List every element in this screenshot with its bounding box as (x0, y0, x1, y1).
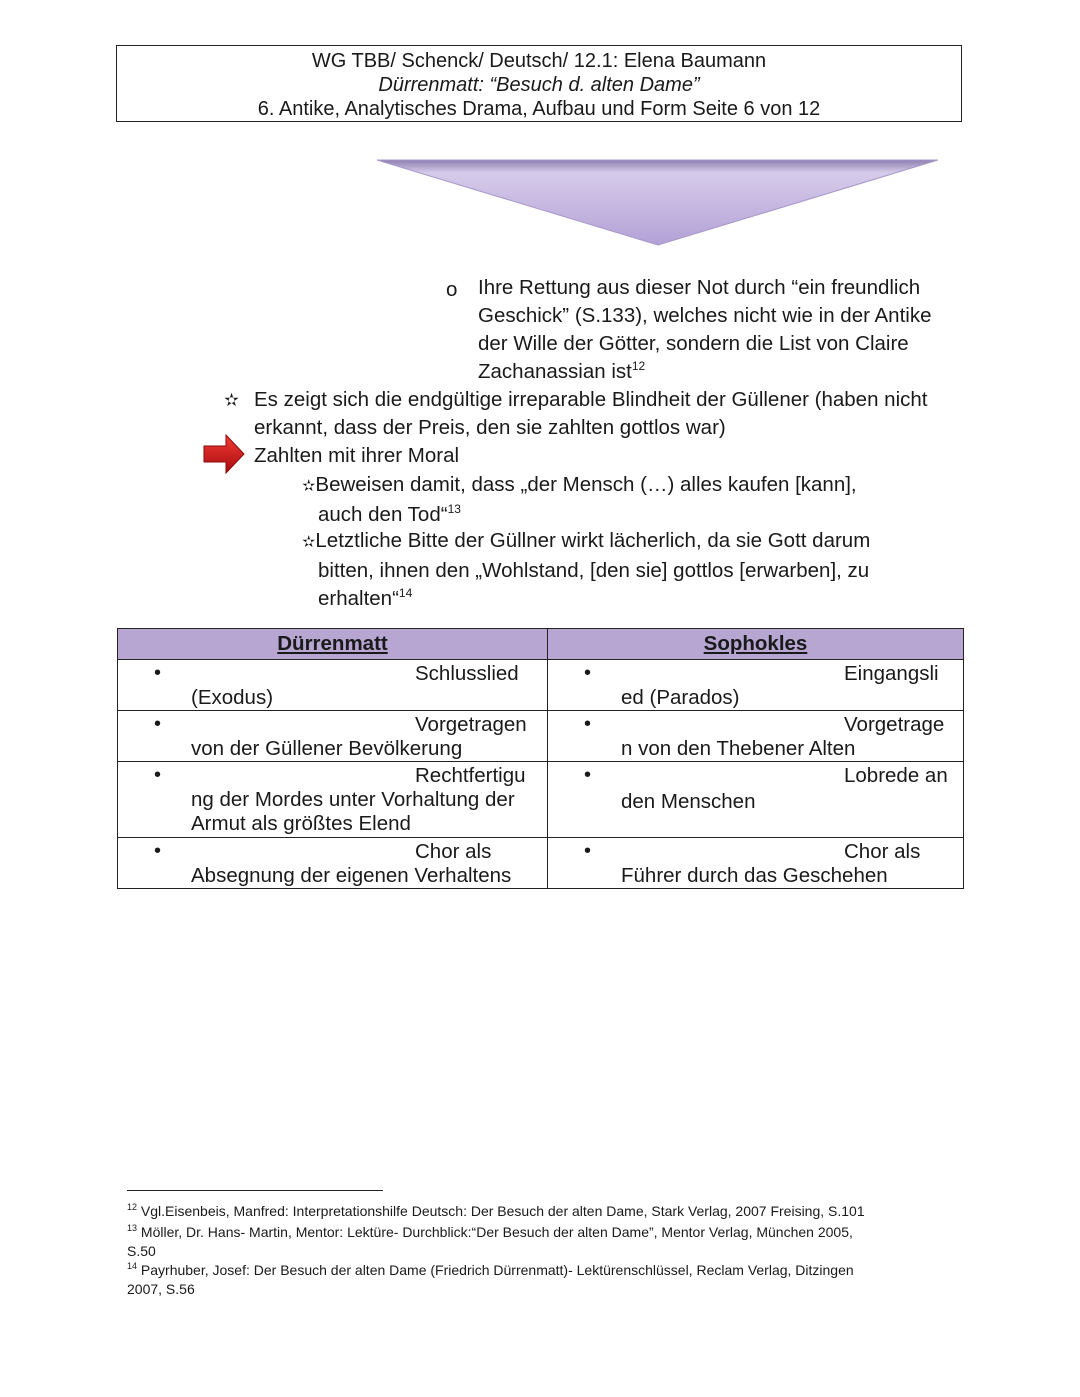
cell-body-text: Absegnung der eigenen Verhaltens (191, 864, 512, 887)
star-point-line: Es zeigt sich die endgültige irreparable Blindheit der Güllener (haben nicht (254, 388, 928, 411)
sub-star-line: auch den Tod“ (318, 503, 448, 526)
cell-top-text: Eingangsli (844, 662, 939, 685)
bullet: • (584, 713, 592, 735)
table-row (118, 660, 964, 711)
footnote-continuation: S.50 (127, 1243, 156, 1259)
header-line-3: 6. Antike, Analytisches Drama, Aufbau und Form Seite 6 von 12 (257, 98, 821, 120)
footnote-ref: 14 (398, 586, 413, 600)
table-cell (118, 762, 548, 838)
footnote-ref: 12 (631, 359, 646, 373)
cell-body-text: (Exodus) (191, 686, 274, 709)
cell-body-text: n von den Thebener Alten (621, 737, 856, 760)
star-point-text (254, 386, 974, 470)
table-cell (118, 838, 548, 889)
document-header (116, 45, 962, 122)
footnote-number: 14 (127, 1261, 138, 1271)
footnote (127, 1261, 947, 1280)
footnote-text: Vgl.Eisenbeis, Manfred: Interpretationshilfe Deutsch: Der Besuch der alten Dame, Stark Verlag, 2007 Freising, S.101 (140, 1203, 865, 1219)
cell-body-text: Führer durch das Geschehen (621, 864, 888, 887)
sub-bullet-line: Geschick” (S.133), welches nicht wie in der Antike (478, 304, 932, 327)
cell-body-line: ng der Mordes unter Vorhaltung der (191, 788, 515, 811)
column-header-sophokles: Sophokles (548, 629, 964, 660)
star-point-line: erkannt, dass der Preis, den sie zahlten gottlos war) (254, 416, 726, 439)
table-cell (548, 711, 964, 762)
footnote-number: 12 (127, 1202, 138, 1212)
cell-top-text: Chor als (844, 840, 921, 863)
bullet: • (154, 713, 162, 735)
footnote (127, 1202, 947, 1221)
bullet: • (154, 840, 162, 862)
footnote-text: Möller, Dr. Hans- Martin, Mentor: Lektüre- Durchblick:“Der Besuch der alten Dame”, Mentor Verlag, München 2005, (140, 1224, 853, 1240)
star-icon: ✫ (302, 534, 316, 551)
cell-top-text: Chor als (415, 840, 492, 863)
bullet: • (154, 764, 162, 786)
cell-body-text: von der Güllener Bevölkerung (191, 737, 463, 760)
cell-top-text: Vorgetrage (844, 713, 945, 736)
bullet: • (154, 662, 162, 684)
column-header-duerrenmatt: Dürrenmatt (118, 629, 548, 660)
sub-bullet-line: Zachanassian ist$^{12}$ (478, 359, 646, 383)
footnote-number: 13 (127, 1223, 138, 1233)
footnotes (127, 1202, 947, 1299)
comparison-table (117, 628, 964, 889)
star-point-line: Zahlten mit ihrer Moral (254, 444, 460, 467)
sub-star-line: Beweisen damit, dass „der Mensch (…) alles kaufen [kann], (315, 473, 857, 496)
cell-top-text: Rechtfertigu (415, 764, 526, 787)
sub-star-line: erhalten“ (318, 587, 399, 610)
footnote-continuation: 2007, S.56 (127, 1281, 195, 1297)
cell-body-text: ed (Parados) (621, 686, 740, 709)
header-line-1: WG TBB/ Schenck/ Deutsch/ 12.1: Elena Baumann (311, 50, 767, 72)
sub-star-line: bitten, ihnen den „Wohlstand, [den sie] gottlos [erwarben], zu (318, 559, 870, 582)
sub-bullet-line: Ihre Rettung aus dieser Not durch “ein freundlich (478, 276, 921, 299)
footnote (127, 1223, 947, 1242)
table-row (118, 762, 964, 838)
cell-top-text: Vorgetragen (415, 713, 527, 736)
header-line-2: Dürrenmatt: “Besuch d. alten Dame” (378, 74, 700, 96)
sub-star-line: Letztliche Bitte der Güllner wirkt lächerlich, da sie Gott darum (315, 529, 871, 552)
table-cell (118, 711, 548, 762)
table-cell (118, 660, 548, 711)
bullet: • (584, 662, 592, 684)
red-arrow-icon (202, 433, 246, 475)
cell-body-text (191, 788, 515, 836)
table-cell (548, 762, 964, 838)
footnote-text: Payrhuber, Josef: Der Besuch der alten Dame (Friedrich Dürrenmatt)- Lektürenschlüssel, Reclam Verlag, Ditzingen (140, 1262, 854, 1278)
footnote-ref: 13 (447, 502, 461, 516)
table-row (118, 838, 964, 889)
table-cell (548, 838, 964, 889)
cell-top-text: Schlusslied (415, 662, 519, 685)
table-cell (548, 660, 964, 711)
sub-bullet-line: der Wille der Götter, sondern die List von Claire (478, 332, 909, 355)
cell-body-line: Armut als größtes Elend (191, 812, 411, 835)
table-row (118, 711, 964, 762)
funnel-arrow-graphic (375, 156, 940, 248)
star-icon: ✫ (302, 478, 316, 495)
sub-bullet-marker: o (446, 278, 458, 301)
sub-bullet-text (478, 274, 958, 386)
star-icon: ✫ (224, 390, 240, 410)
sub-star-block-2 (302, 527, 870, 613)
cell-body-text: den Menschen (621, 790, 756, 813)
table-header-row (118, 629, 964, 660)
bullet: • (584, 840, 592, 862)
footnote-divider (127, 1190, 383, 1191)
cell-top-text: Lobrede an (844, 764, 948, 787)
bullet: • (584, 764, 592, 786)
sub-star-block-1 (302, 471, 857, 529)
